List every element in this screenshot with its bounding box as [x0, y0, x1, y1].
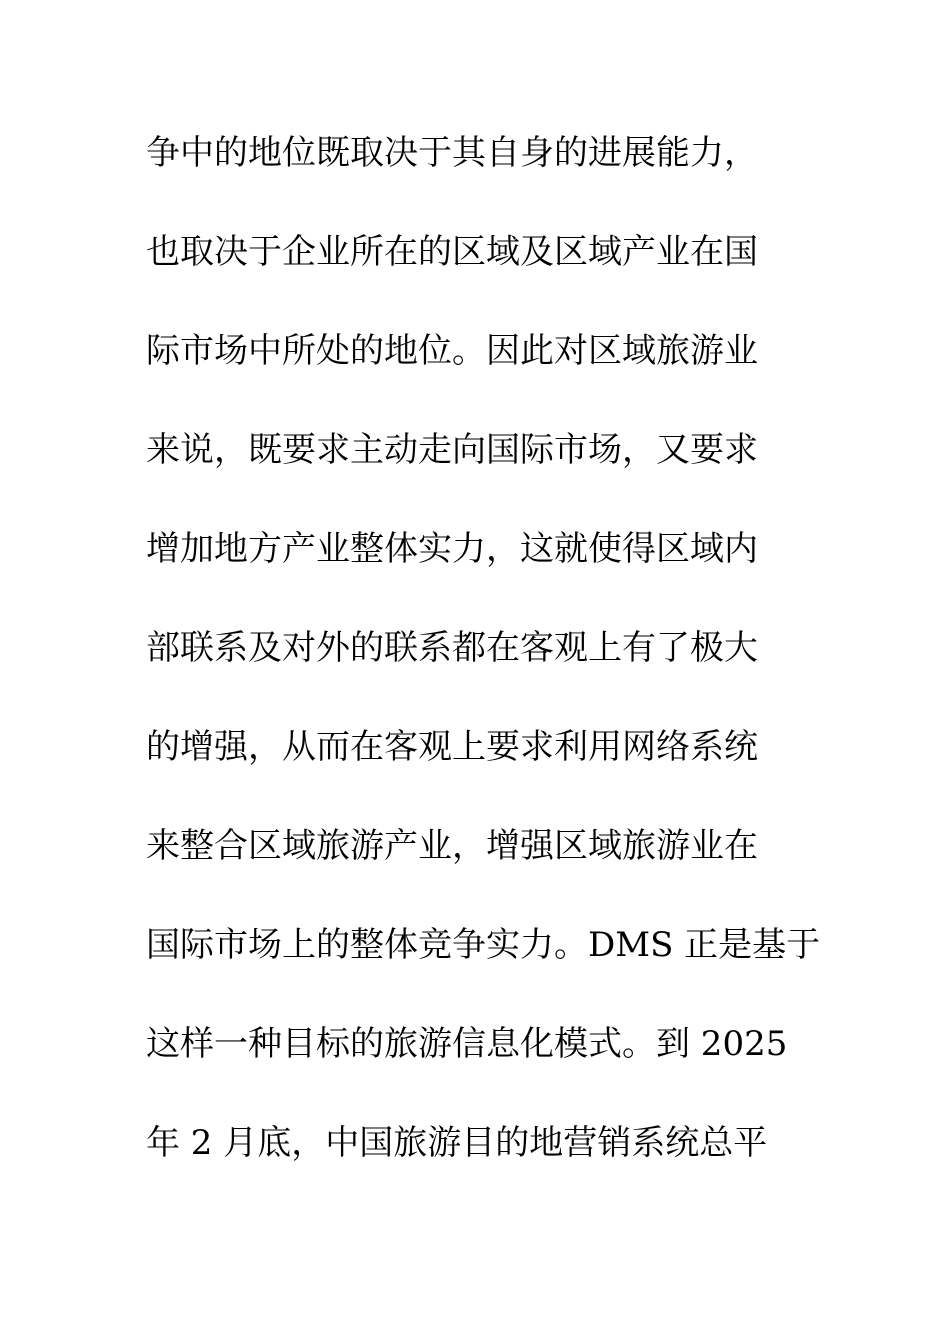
- body-text: [146, 127, 826, 1216]
- text-line: 争中的地位既取决于其自身的进展能力，: [146, 133, 758, 173]
- text-line: 的增强，从而在客观上要求利用网络系统: [146, 727, 758, 767]
- text-line: 这样一种目标的旅游信息化模式。到 2025: [146, 1024, 788, 1064]
- text-line: 增加地方产业整体实力，这就使得区域内: [146, 529, 758, 569]
- text-line: 年 2 月底，中国旅游目的地营销系统总平: [146, 1123, 768, 1163]
- text-line: 部联系及对外的联系都在客观上有了极大: [146, 628, 758, 668]
- text-line: 际市场中所处的地位。因此对区域旅游业: [146, 331, 758, 371]
- text-line: 也取决于企业所在的区域及区域产业在国: [146, 232, 758, 272]
- text-line: 来整合区域旅游产业，增强区域旅游业在: [146, 826, 758, 866]
- text-line: 来说，既要求主动走向国际市场，又要求: [146, 430, 758, 470]
- text-line: 国际市场上的整体竞争实力。DMS 正是基于: [146, 925, 821, 965]
